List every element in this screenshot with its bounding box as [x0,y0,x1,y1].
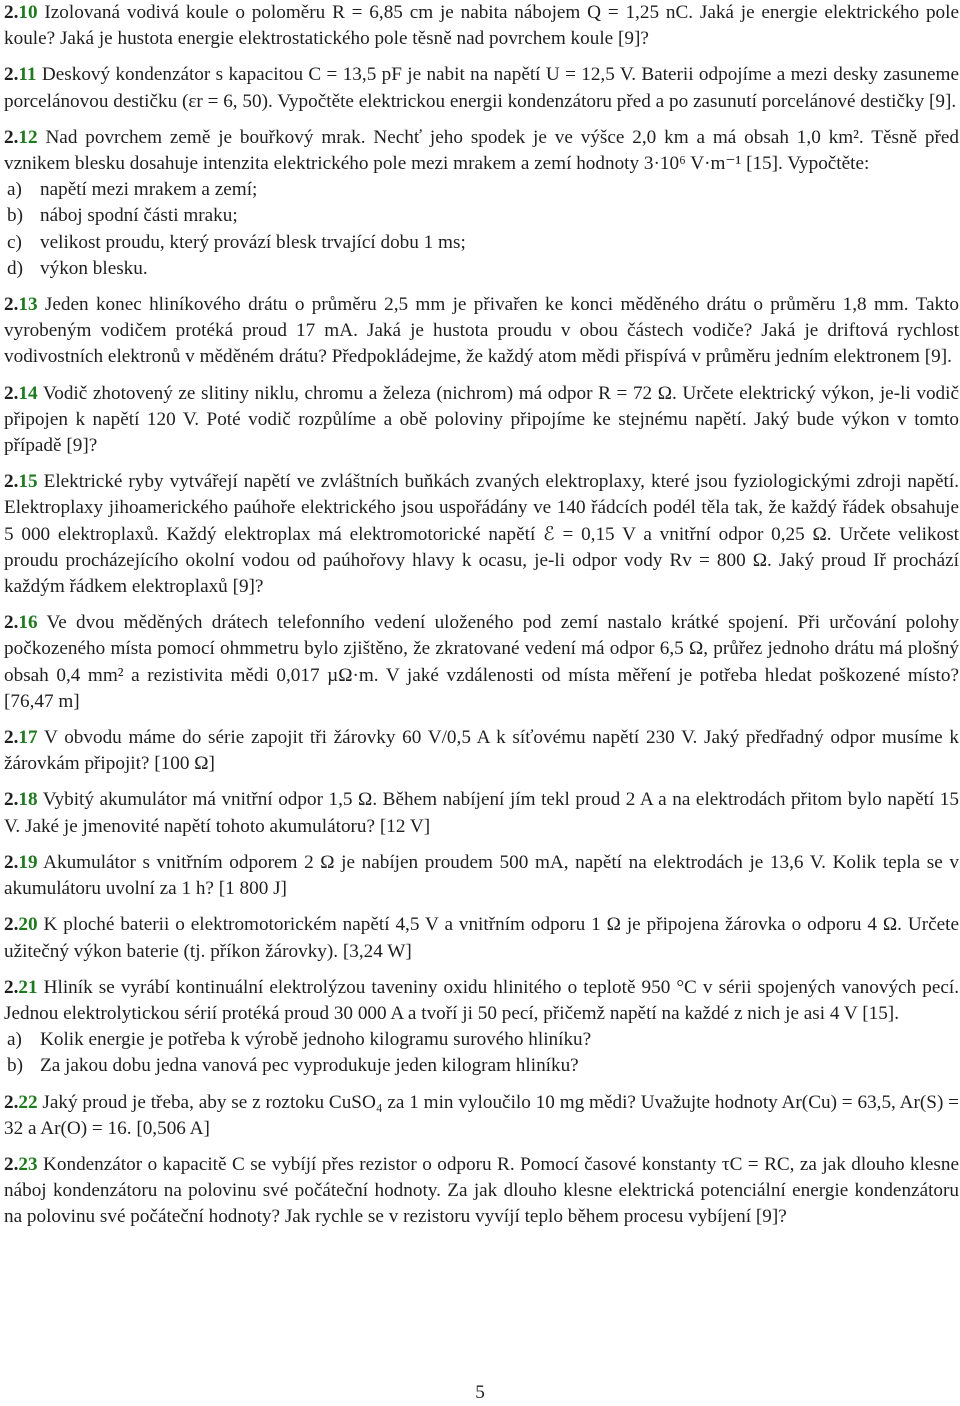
problem-number: 2.15 [4,471,38,493]
problem-text: Kondenzátor o kapacitě C se vybíjí přes rezistor o odporu R. Pomocí časové konstanty τC = RC, za jak dlouho klesne náboj kondenzátoru na polovinu své počáteční hodnoty. Za jak dlouho klesne elektrická potenciální energie kondenzátoru na polovinu své počáteční hodnoty? Jak rychle se v rezistoru vyvíjí teplo během procesu vybíjení [9]? [4,1153,960,1228]
list-item: b) Za jakou dobu jedna vanová pec vyprodukuje jeden kilogram hliníku? [7,1055,579,1077]
problem-text: Izolovaná vodivá koule o poloměru R = 6,85 cm je nabita nábojem Q = 1,25 nC. Jaká je energie elektrického pole koule? Jaká je hustota energie elektrostatického pole těsně nad povrchem koule [9]? [4,2,959,50]
problem-text: V obvodu máme do série zapojit tři žárovky 60 V/0,5 A k síťovému napětí 230 V. Jaký předřadný odpor musíme k žárovkám připojit? [100 Ω] [4,727,959,775]
problem-text: Ve dvou měděných drátech telefonního vedení uloženého pod zemí nastalo krátké spojení. Při určování polohy počkozeného místa pomocí ohmmetru bylo zjištěno, že zkratované vedení má odpor 6,5 Ω, průřez jednoho drátu má plošný obsah 0,4 mm² a rezistivita mědi 0,017 µΩ·m. V jaké vzdálenosti od místa měření je potřeba hledat poškozené místo? [76,47 m] [4,612,959,712]
subitem-list [4,177,959,282]
page-number: 5 [475,1382,485,1403]
problem-number: 2.10 [4,2,38,23]
problem-2-16 [4,610,959,715]
problem-text: Deskový kondenzátor s kapacitou C = 13,5 pF je nabit na napětí U = 12,5 V. Baterii odpojíme a mezi desky zasuneme porcelánovou destičku (εr = 6, 50). Vypočtěte elektrickou energii kondenzátoru před a po zasunutí porcelánové destičky [9]. [4,64,960,112]
problem-text: Vybitý akumulátor má vnitřní odpor 1,5 Ω. Během nabíjení jím tekl proud 2 A a na elektrodách přitom bylo napětí 15 V. Jaké je jmenovité napětí tohoto akumulátoru? [12 V] [4,789,959,837]
problem-number: 2.11 [4,64,37,86]
problem-number: 2.21 [4,976,38,998]
problem-text: Jaký proud je třeba, aby se z roztoku CuSO₄ za 1 min vyloučilo 10 mg mědi? Uvažujte hodnoty Ar(Cu) = 63,5, Ar(S) = 32 a Ar(O) = 16. [0,506 A] [4,1091,959,1139]
problem-number: 2.13 [4,294,38,316]
problem-text: Elektrické ryby vytvářejí napětí ve zvláštních buňkách zvaných elektroplaxy, které jsou fyziologickými zdroji napětí. Elektroplaxy jihoamerického paúhoře elektrického jsou uspořádány ve 140 řádcích podél těla tak, že každý řádek obsahuje 5 000 elektroplaxů. Každý elektroplax má elektromotorické napětí ℰ = 0,15 V a vnitřní odpor 0,25 Ω. Určete velikost proudu procházejícího okolní vodou od paúhořovy hlavy k ocasu, je-li odpor vody Rv = 800 Ω. Jaký proud Iř prochází každým řádkem elektroplaxů [9]? [4,471,960,598]
problem-text: Vodič zhotovený ze slitiny niklu, chromu a železa (nichrom) má odpor R = 72 Ω. Určete elektrický výkon, je-li vodič připojen k napětí 120 V. Poté vodič rozpůlíme a obě poloviny připojíme ke stejnému napětí. Jaký bude výkon v tomto případě [9]? [4,382,959,457]
list-item: c) velikost proudu, který provází blesk trvající dobu 1 ms; [7,231,466,253]
problem-2-14 [4,381,959,460]
problem-2-19 [4,850,959,902]
list-item: a) Kolik energie je potřeba k výrobě jednoho kilogramu surového hliníku? [7,1029,592,1051]
problem-number: 2.17 [4,727,38,749]
problem-text: Akumulátor s vnitřním odporem 2 Ω je nabíjen proudem 500 mA, napětí na elektrodách je 13,6 V. Kolik tepla se v akumulátoru uvolní za 1 h? [1 800 J] [4,851,959,900]
problem-number: 2.22 [4,1091,38,1113]
problem-2-10 [4,0,959,52]
problem-2-17 [4,725,959,777]
problem-2-18 [4,787,959,839]
problem-number: 2.16 [4,612,38,634]
problem-number: 2.12 [4,126,38,148]
problem-2-20 [4,912,959,964]
problem-text: Nad povrchem země je bouřkový mrak. Nechť jeho spodek je ve výšce 2,0 km a má obsah 1,0 km². Těsně před vznikem blesku dosahuje intenzita elektrického pole mezi mrakem a zemí hodnoty 3·10⁶ V·m⁻¹ [15]. Vypočtěte: [4,126,960,175]
problem-number: 2.14 [4,382,38,404]
list-item: b) náboj spodní části mraku; [7,205,238,227]
problem-2-13 [4,292,959,371]
page-content [4,0,959,1231]
problem-number: 2.23 [4,1153,38,1175]
problem-number: 2.20 [4,914,38,936]
problem-2-22 [4,1090,959,1142]
problem-text: Jeden konec hliníkového drátu o průměru 2,5 mm je přivařen ke konci měděného drátu o průměru 1,8 mm. Takto vyrobeným vodičem protéká proud 17 mA. Jaká je hustota proudu v obou částech vodiče? Jaká je driftová rychlost vodivostních elektronů v měděném drátu? Předpokládejme, že každý atom mědi přispívá v průměru jedním elektronem [9]. [4,294,959,368]
problem-text: K ploché baterii o elektromotorickém napětí 4,5 V a vnitřním odporu 1 Ω je připojena žárovka o odporu 4 Ω. Určete užitečný výkon baterie (tj. příkon žárovky). [3,24 W] [4,914,959,962]
problem-2-12 [4,125,959,282]
problem-number: 2.18 [4,789,38,811]
problem-2-11 [4,62,959,114]
subitem-list [4,1027,959,1079]
problem-2-21 [4,975,959,1080]
list-item: a) napětí mezi mrakem a zemí; [7,179,258,201]
problem-text: Hliník se vyrábí kontinuální elektrolýzou taveniny oxidu hlinitého o teplotě 950 °C v sérii spojených vanových pecí. Jednou elektrolytickou sérií protéká proud 30 000 A a tvoří ji 50 pecí, přičemž napětí na každé z nich je asi 4 V [15]. [4,976,959,1024]
problem-2-15 [4,469,959,600]
list-item: d) výkon blesku. [7,257,148,279]
problem-2-23 [4,1152,959,1231]
problem-number: 2.19 [4,851,38,873]
